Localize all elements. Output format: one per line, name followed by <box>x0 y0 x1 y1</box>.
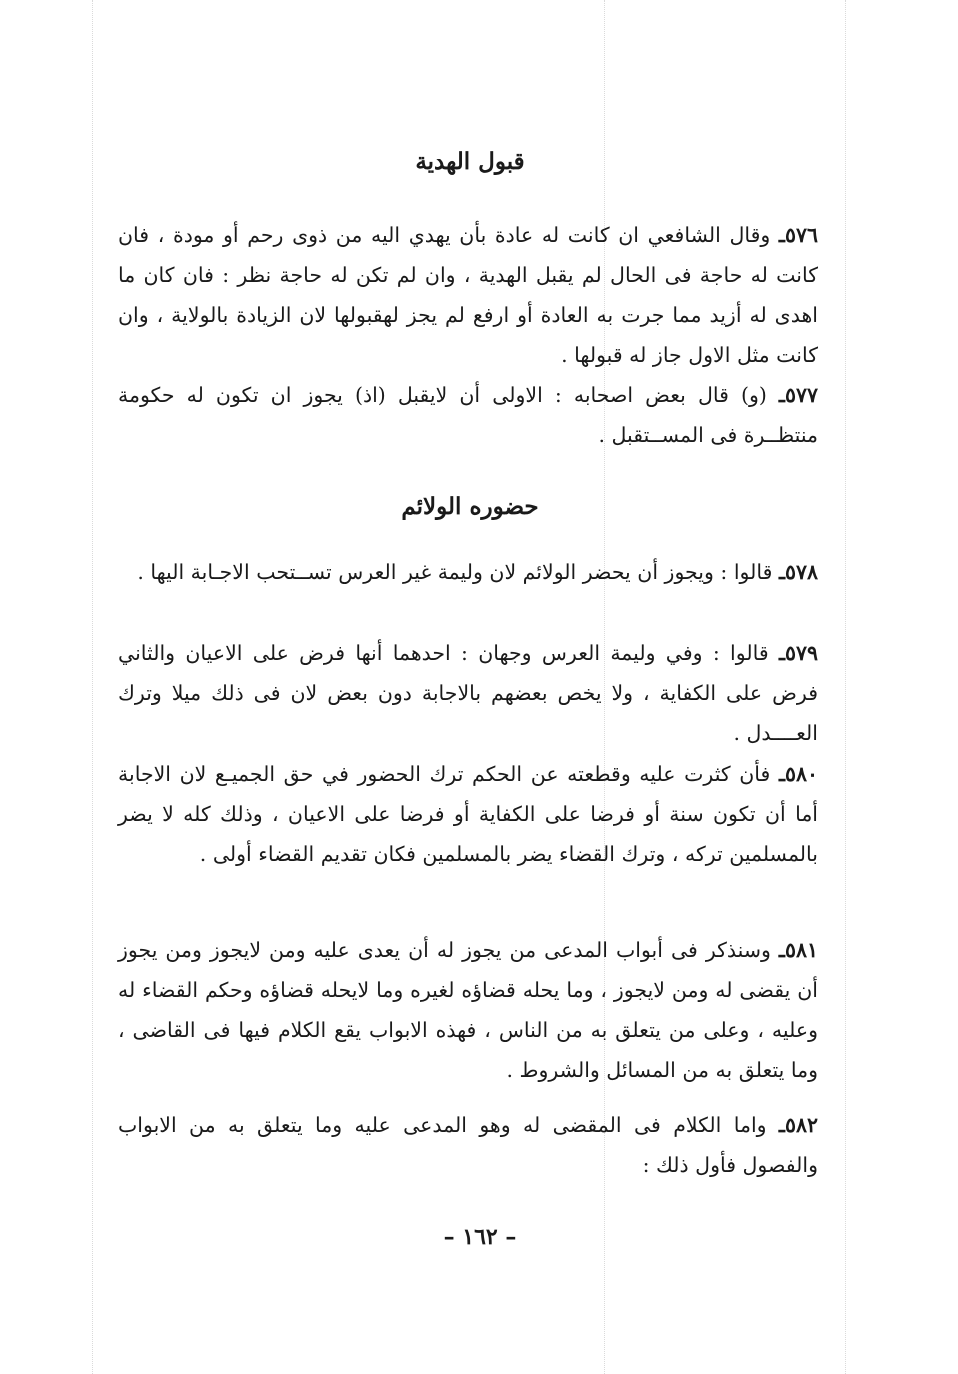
paragraph-text: واما الكلام فى المقضى له وهو المدعى عليه وما يتعلق به من الابواب والفصول فأول ذلك : <box>118 1113 818 1177</box>
scan-artifact-line <box>845 0 846 1374</box>
paragraph-578 <box>118 552 818 592</box>
paragraph-number: ٥٧٩ـ <box>778 641 818 665</box>
paragraph-number: ٥٨١ـ <box>778 938 818 962</box>
paragraph-number: ٥٨٠ـ <box>778 762 818 786</box>
paragraph-text: قالوا : وفي وليمة العرس وجهان : احدهما أنها فرض على الاعيان والثاني فرض على الكفاية ، ولا يخص بعضهم بالاجابة دون بعض لان فى ذلك ميلا وترك العــــدل . <box>118 641 818 745</box>
paragraph-580 <box>118 754 818 874</box>
section-heading-gift-acceptance: قبول الهدية <box>415 148 525 175</box>
paragraph-number: ٥٧٨ـ <box>778 560 818 584</box>
paragraph-text: قالوا : ويجوز أن يحضر الولائم لان وليمة غير العرس تســتحب الاجـابة اليها . <box>137 560 773 584</box>
paragraph-text: (و) قال بعض اصحابه : الاولى أن لايقبل (اذ) يجوز ان تكون له حكومة منتظــرة فى المســتقبل . <box>118 383 818 447</box>
paragraph-576 <box>118 215 818 375</box>
section-heading-banquet-attendance: حضوره الولائم <box>401 493 539 520</box>
paragraph-number: ٥٧٧ـ <box>778 383 818 407</box>
paragraph-text: فأن كثرت عليه وقطعته عن الحكم ترك الحضور في حق الجميـع لان الاجابة أما أن تكون سنة أو فرضا على الكفاية أو فرضا على الاعيان ، وذلك كله لا يضر بالمسلمين تركه ، وترك القضاء يضر بالمسلمين فكان تقديم القضاء أولى . <box>118 762 818 866</box>
paragraph-577 <box>118 375 818 455</box>
paragraph-582 <box>118 1105 818 1185</box>
paragraph-581 <box>118 930 818 1090</box>
page-number: – ١٦٢ – <box>443 1224 517 1250</box>
paragraph-text: وقال الشافعي ان كانت له عادة بأن يهدي اليه من ذوى رحم أو مودة ، فان كانت له حاجة فى الحال لم يقبل الهدية ، وان لم تكن له حاجة نظر : فان كان ما اهدى له أزيد مما جرت به العادة أو ارفع لم يجز لهقبولها لان الزيادة بالولاية ، وان كانت مثل الاول جاز له قبولها . <box>118 223 818 367</box>
paragraph-number: ٥٨٢ـ <box>778 1113 818 1137</box>
paragraph-579 <box>118 633 818 753</box>
paragraph-text: وسنذكر فى أبواب المدعى من يجوز له أن يعدى عليه ومن لايجوز ومن يجوز أن يقضى له ومن لايجوز ، وما يحله قضاؤه لغيره وما لايحله قضاؤه وحكم القضاء له وعليه ، وعلى من يتعلق به من الناس ، فهذه الابواب يقع الكلام فيها فى القاضى ، وما يتعلق به من المسائل والشروط . <box>118 938 818 1082</box>
paragraph-number: ٥٧٦ـ <box>778 223 818 247</box>
scan-artifact-line <box>92 0 93 1374</box>
